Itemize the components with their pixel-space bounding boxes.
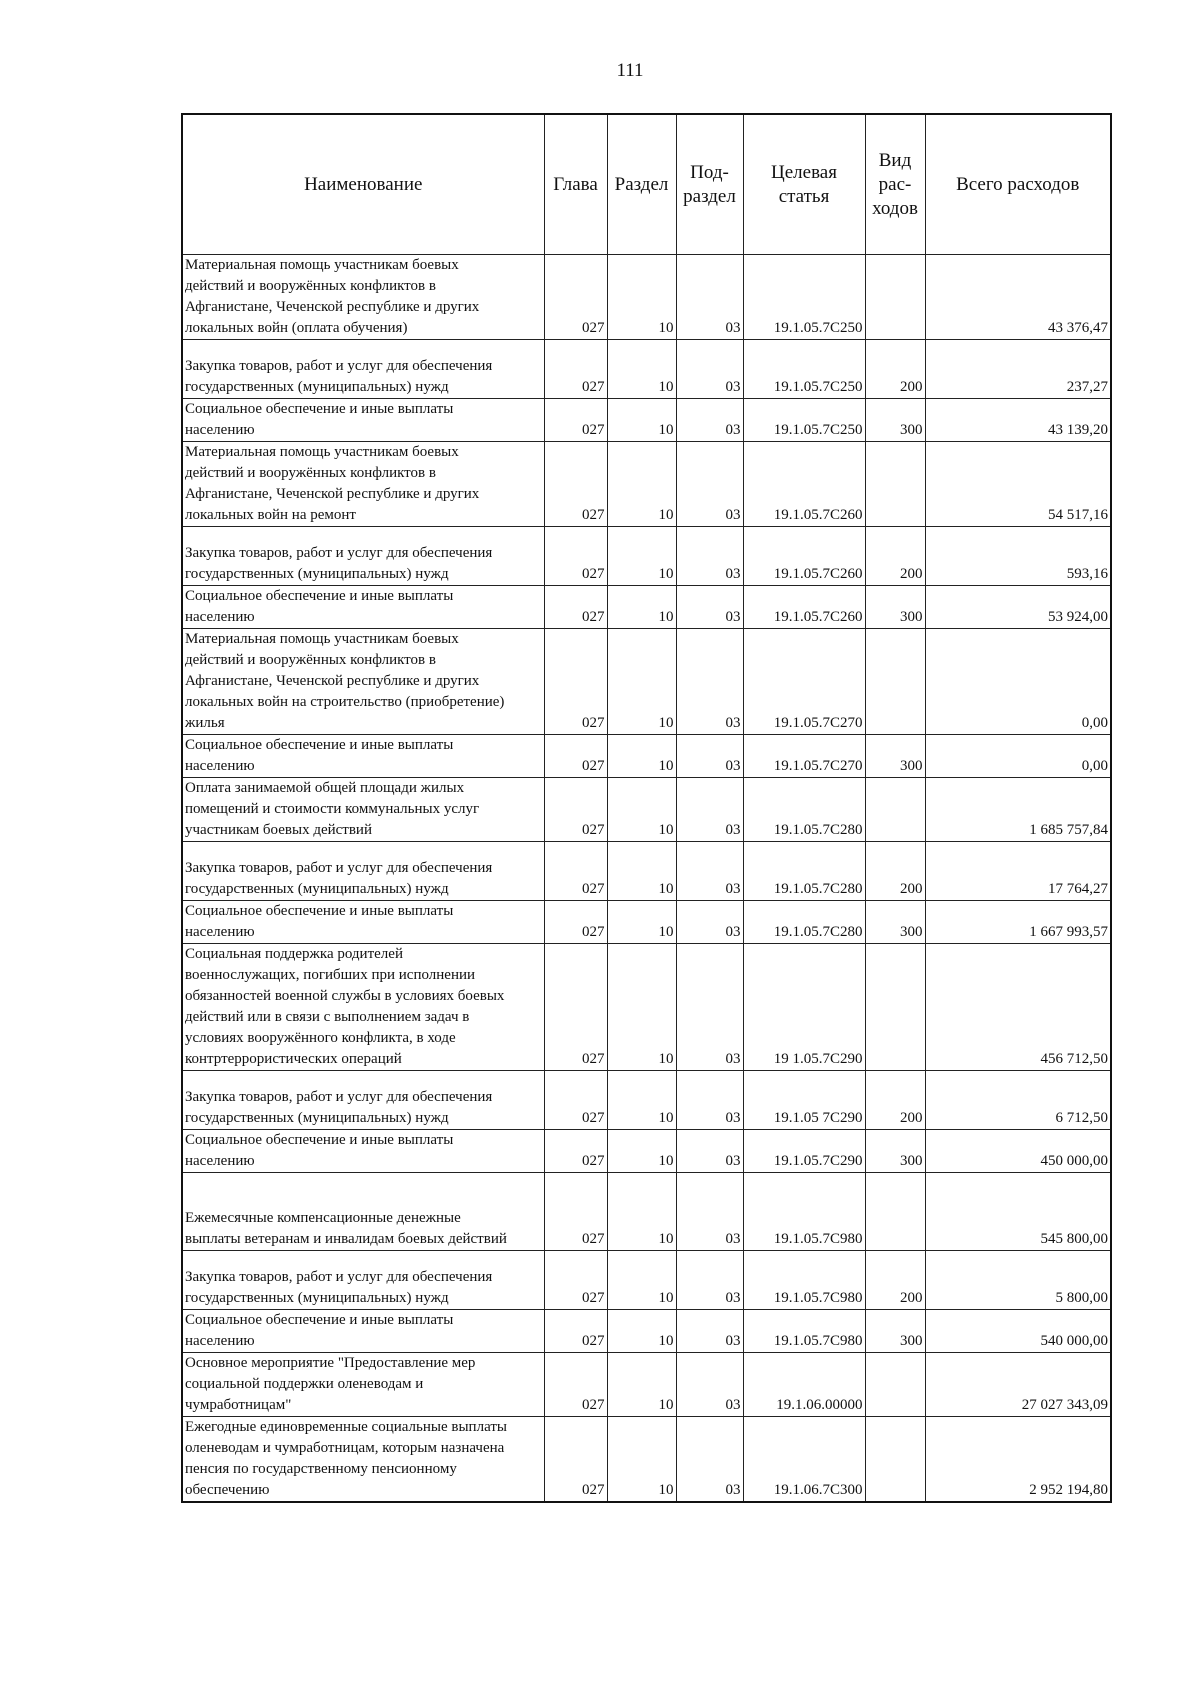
cell-target: 19.1.06.7С300	[743, 1417, 865, 1503]
cell-section: 10	[607, 1130, 676, 1173]
cell-subsection: 03	[676, 1071, 743, 1130]
cell-section: 10	[607, 1071, 676, 1130]
cell-target: 19.1.05.7С290	[743, 1130, 865, 1173]
table-row	[182, 442, 1111, 527]
cell-total: 43 139,20	[925, 399, 1111, 442]
cell-target: 19.1.05.7С280	[743, 901, 865, 944]
cell-chapter: 027	[544, 735, 607, 778]
cell-total: 540 000,00	[925, 1310, 1111, 1353]
cell-total: 456 712,50	[925, 944, 1111, 1071]
header-chapter: Глава	[544, 114, 607, 255]
cell-subsection: 03	[676, 1251, 743, 1310]
cell-type	[865, 442, 925, 527]
cell-total: 6 712,50	[925, 1071, 1111, 1130]
cell-total: 593,16	[925, 527, 1111, 586]
cell-type	[865, 944, 925, 1071]
cell-target: 19 1.05.7С290	[743, 944, 865, 1071]
cell-section: 10	[607, 399, 676, 442]
cell-chapter: 027	[544, 255, 607, 340]
cell-subsection: 03	[676, 586, 743, 629]
table-row	[182, 586, 1111, 629]
cell-type: 300	[865, 901, 925, 944]
cell-type	[865, 255, 925, 340]
cell-type: 200	[865, 842, 925, 901]
cell-subsection: 03	[676, 735, 743, 778]
page-number: 111	[616, 60, 644, 81]
cell-total: 5 800,00	[925, 1251, 1111, 1310]
cell-subsection: 03	[676, 629, 743, 735]
cell-section: 10	[607, 1417, 676, 1503]
table-row	[182, 944, 1111, 1071]
cell-target: 19.1.05.7С260	[743, 527, 865, 586]
cell-total: 2 952 194,80	[925, 1417, 1111, 1503]
cell-type	[865, 778, 925, 842]
cell-type	[865, 1173, 925, 1251]
cell-type	[865, 629, 925, 735]
cell-section: 10	[607, 944, 676, 1071]
cell-target: 19.1.05.7С270	[743, 735, 865, 778]
header-target: Целевая статья	[743, 114, 865, 255]
header-subsection: Под- раздел	[676, 114, 743, 255]
header-type: Вид рас- ходов	[865, 114, 925, 255]
cell-name: Социальное обеспечение и иные выплаты населению	[182, 901, 544, 944]
cell-target: 19.1.05.7С280	[743, 842, 865, 901]
cell-chapter: 027	[544, 399, 607, 442]
cell-name: Социальная поддержка родителей военнослужащих, погибших при исполнении обязанностей военной службы в условиях боевых действий или в связи с выполнением задач в условиях вооружённого конфликта, в ходе контртеррористических операций	[182, 944, 544, 1071]
table-row	[182, 1353, 1111, 1417]
cell-section: 10	[607, 778, 676, 842]
cell-subsection: 03	[676, 842, 743, 901]
cell-name: Материальная помощь участникам боевых действий и вооружённых конфликтов в Афганистане, Чеченской республике и других локальных войн на строительство (приобретение) жилья	[182, 629, 544, 735]
cell-name: Материальная помощь участникам боевых действий и вооружённых конфликтов в Афганистане, Чеченской республике и других локальных войн на ремонт	[182, 442, 544, 527]
cell-target: 19.1.05.7С260	[743, 442, 865, 527]
cell-target: 19.1.05.7С250	[743, 255, 865, 340]
cell-chapter: 027	[544, 1251, 607, 1310]
cell-type	[865, 1417, 925, 1503]
cell-section: 10	[607, 340, 676, 399]
cell-name: Ежегодные единовременные социальные выплаты оленеводам и чумработницам, которым назначена пенсия по государственному пенсионному обеспечению	[182, 1417, 544, 1503]
header-total: Всего расходов	[925, 114, 1111, 255]
cell-name: Основное мероприятие "Предоставление мер социальной поддержки оленеводам и чумработницам"	[182, 1353, 544, 1417]
cell-subsection: 03	[676, 255, 743, 340]
cell-subsection: 03	[676, 944, 743, 1071]
cell-subsection: 03	[676, 399, 743, 442]
cell-section: 10	[607, 1251, 676, 1310]
cell-subsection: 03	[676, 1310, 743, 1353]
cell-section: 10	[607, 901, 676, 944]
cell-name: Закупка товаров, работ и услуг для обеспечения государственных (муниципальных) нужд	[182, 340, 544, 399]
cell-chapter: 027	[544, 1173, 607, 1251]
cell-subsection: 03	[676, 901, 743, 944]
table-row	[182, 735, 1111, 778]
cell-target: 19.1.05.7С260	[743, 586, 865, 629]
table-row	[182, 1130, 1111, 1173]
cell-target: 19.1.05.7С270	[743, 629, 865, 735]
cell-total: 450 000,00	[925, 1130, 1111, 1173]
cell-total: 54 517,16	[925, 442, 1111, 527]
cell-section: 10	[607, 735, 676, 778]
cell-section: 10	[607, 1173, 676, 1251]
cell-type	[865, 1353, 925, 1417]
cell-subsection: 03	[676, 1173, 743, 1251]
cell-chapter: 027	[544, 586, 607, 629]
cell-total: 43 376,47	[925, 255, 1111, 340]
table-row	[182, 1310, 1111, 1353]
cell-type: 300	[865, 1130, 925, 1173]
table-row	[182, 1251, 1111, 1310]
cell-chapter: 027	[544, 778, 607, 842]
cell-total: 1 667 993,57	[925, 901, 1111, 944]
table-row	[182, 842, 1111, 901]
header-row	[182, 114, 1111, 255]
cell-total: 17 764,27	[925, 842, 1111, 901]
cell-subsection: 03	[676, 442, 743, 527]
table-row	[182, 778, 1111, 842]
cell-target: 19.1.05 7С290	[743, 1071, 865, 1130]
cell-type: 200	[865, 527, 925, 586]
cell-subsection: 03	[676, 1353, 743, 1417]
cell-name: Закупка товаров, работ и услуг для обеспечения государственных (муниципальных) нужд	[182, 527, 544, 586]
cell-chapter: 027	[544, 901, 607, 944]
cell-target: 19.1.06.00000	[743, 1353, 865, 1417]
cell-name: Закупка товаров, работ и услуг для обеспечения государственных (муниципальных) нужд	[182, 1251, 544, 1310]
cell-chapter: 027	[544, 442, 607, 527]
table-row	[182, 1173, 1111, 1251]
cell-type: 300	[865, 735, 925, 778]
cell-chapter: 027	[544, 629, 607, 735]
cell-name: Социальное обеспечение и иные выплаты населению	[182, 1130, 544, 1173]
cell-section: 10	[607, 842, 676, 901]
table-row	[182, 1071, 1111, 1130]
cell-target: 19.1.05.7С280	[743, 778, 865, 842]
cell-section: 10	[607, 527, 676, 586]
cell-total: 237,27	[925, 340, 1111, 399]
cell-name: Закупка товаров, работ и услуг для обеспечения государственных (муниципальных) нужд	[182, 1071, 544, 1130]
cell-name: Оплата занимаемой общей площади жилых помещений и стоимости коммунальных услуг участникам боевых действий	[182, 778, 544, 842]
header-name: Наименование	[182, 114, 544, 255]
cell-section: 10	[607, 1310, 676, 1353]
table-row	[182, 527, 1111, 586]
cell-chapter: 027	[544, 1071, 607, 1130]
table-row	[182, 629, 1111, 735]
cell-name: Ежемесячные компенсационные денежные выплаты ветеранам и инвалидам боевых действий	[182, 1173, 544, 1251]
cell-target: 19.1.05.7С980	[743, 1251, 865, 1310]
cell-chapter: 027	[544, 842, 607, 901]
cell-section: 10	[607, 1353, 676, 1417]
cell-total: 545 800,00	[925, 1173, 1111, 1251]
cell-section: 10	[607, 629, 676, 735]
cell-target: 19.1.05.7С980	[743, 1310, 865, 1353]
cell-chapter: 027	[544, 1353, 607, 1417]
cell-section: 10	[607, 255, 676, 340]
cell-chapter: 027	[544, 944, 607, 1071]
table-row	[182, 340, 1111, 399]
cell-type: 200	[865, 1071, 925, 1130]
budget-table	[181, 113, 1112, 1503]
cell-section: 10	[607, 442, 676, 527]
cell-subsection: 03	[676, 1417, 743, 1503]
cell-target: 19.1.05.7С250	[743, 340, 865, 399]
cell-name: Социальное обеспечение и иные выплаты населению	[182, 586, 544, 629]
cell-subsection: 03	[676, 1130, 743, 1173]
table-body	[182, 255, 1111, 1503]
table-row	[182, 255, 1111, 340]
cell-type: 300	[865, 586, 925, 629]
cell-total: 53 924,00	[925, 586, 1111, 629]
cell-total: 27 027 343,09	[925, 1353, 1111, 1417]
table-row	[182, 399, 1111, 442]
cell-total: 0,00	[925, 735, 1111, 778]
cell-name: Социальное обеспечение и иные выплаты населению	[182, 399, 544, 442]
cell-total: 0,00	[925, 629, 1111, 735]
cell-target: 19.1.05.7С980	[743, 1173, 865, 1251]
cell-total: 1 685 757,84	[925, 778, 1111, 842]
cell-name: Материальная помощь участникам боевых действий и вооружённых конфликтов в Афганистане, Чеченской республике и других локальных войн (оплата обучения)	[182, 255, 544, 340]
cell-chapter: 027	[544, 527, 607, 586]
cell-type: 300	[865, 399, 925, 442]
cell-subsection: 03	[676, 778, 743, 842]
cell-type: 200	[865, 340, 925, 399]
cell-chapter: 027	[544, 1310, 607, 1353]
cell-chapter: 027	[544, 1130, 607, 1173]
cell-name: Социальное обеспечение и иные выплаты населению	[182, 735, 544, 778]
cell-section: 10	[607, 586, 676, 629]
cell-chapter: 027	[544, 1417, 607, 1503]
cell-subsection: 03	[676, 527, 743, 586]
table-row	[182, 1417, 1111, 1503]
cell-type: 200	[865, 1251, 925, 1310]
cell-target: 19.1.05.7С250	[743, 399, 865, 442]
cell-chapter: 027	[544, 340, 607, 399]
cell-subsection: 03	[676, 340, 743, 399]
cell-type: 300	[865, 1310, 925, 1353]
cell-name: Социальное обеспечение и иные выплаты населению	[182, 1310, 544, 1353]
table-row	[182, 901, 1111, 944]
cell-name: Закупка товаров, работ и услуг для обеспечения государственных (муниципальных) нужд	[182, 842, 544, 901]
header-section: Раздел	[607, 114, 676, 255]
